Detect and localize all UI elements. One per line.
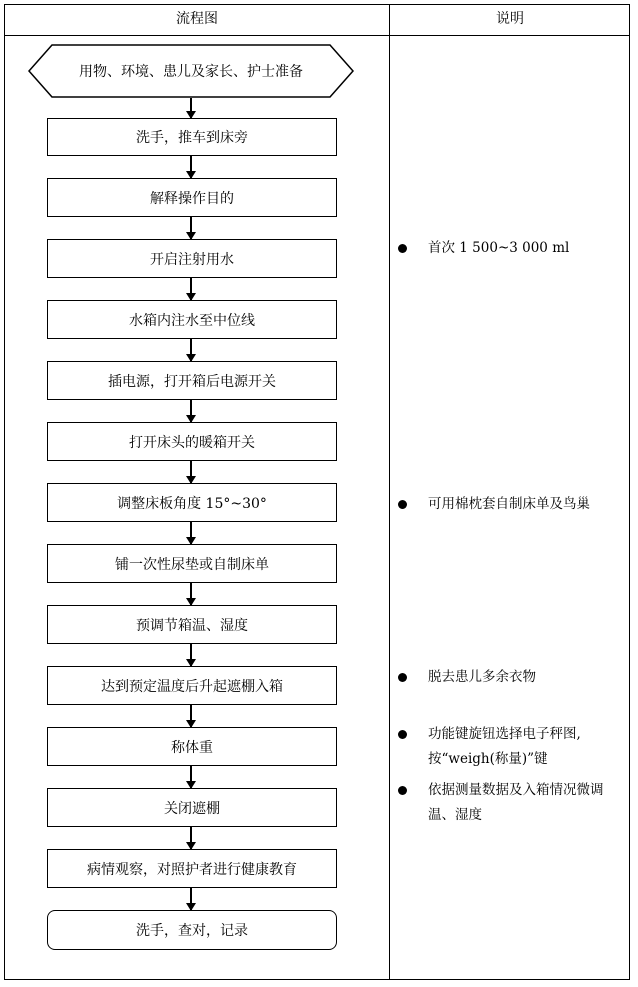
flow-arrow (190, 339, 192, 361)
bullet-icon (398, 730, 407, 739)
header-notes: 说明 (390, 4, 630, 36)
column-divider (389, 4, 390, 980)
flow-arrow (190, 400, 192, 422)
bullet-icon (398, 673, 407, 682)
flow-arrow (190, 217, 192, 239)
bullet-icon (398, 244, 407, 253)
note-item (398, 778, 624, 828)
note-text: 脱去患儿多余衣物 (428, 669, 536, 685)
flow-arrow (190, 522, 192, 544)
flow-step: 铺一次性尿垫或自制床单 (47, 544, 337, 583)
flow-arrow (190, 705, 192, 727)
flow-step: 开启注射用水 (47, 239, 337, 278)
flow-arrow (190, 461, 192, 483)
note-text: 可用棉枕套自制床单及鸟巢 (428, 496, 590, 512)
flow-step: 称体重 (47, 727, 337, 766)
flow-end: 洗手，查对，记录 (47, 910, 337, 950)
bullet-icon (398, 500, 407, 509)
note-item (398, 492, 624, 517)
flow-arrow (190, 156, 192, 178)
flow-step: 调整床板角度 15°~30° (47, 483, 337, 522)
flow-step: 插电源，打开箱后电源开关 (47, 361, 337, 400)
flow-arrow (190, 583, 192, 605)
header-flowchart: 流程图 (4, 4, 390, 36)
note-text: 功能键旋钮选择电子秤图,按“weigh(称量)”键 (428, 726, 581, 767)
flow-arrow (190, 98, 192, 118)
flow-start: 用物、环境、患儿及家长、护士准备 (79, 64, 303, 80)
flow-step: 关闭遮棚 (47, 788, 337, 827)
bullet-icon (398, 786, 407, 795)
note-text: 首次 1 500~3 000 ml (428, 240, 570, 256)
note-item (398, 722, 624, 772)
flow-step: 洗手，推车到床旁 (47, 118, 337, 156)
flow-arrow (190, 766, 192, 788)
flow-step: 打开床头的暖箱开关 (47, 422, 337, 461)
note-item (398, 665, 624, 690)
flow-step: 解释操作目的 (47, 178, 337, 217)
flow-step: 达到预定温度后升起遮棚入箱 (47, 666, 337, 705)
flow-step: 水箱内注水至中位线 (47, 300, 337, 339)
flow-step: 预调节箱温、湿度 (47, 605, 337, 644)
note-text: 依据测量数据及入箱情况微调温、湿度 (428, 782, 604, 823)
flow-arrow (190, 827, 192, 849)
flow-arrow (190, 888, 192, 910)
flow-step: 病情观察，对照护者进行健康教育 (47, 849, 337, 888)
flow-arrow (190, 278, 192, 300)
flow-arrow (190, 644, 192, 666)
note-item (398, 236, 624, 261)
